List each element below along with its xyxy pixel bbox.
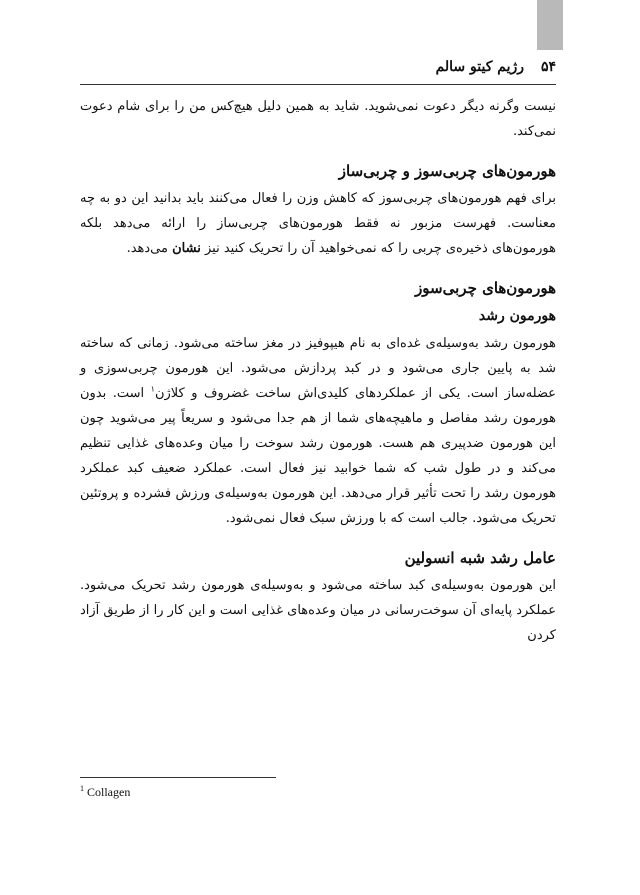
paragraph-igf: این هورمون به‌وسیله‌ی کبد ساخته می‌شود و به‌وسیله‌ی هورمون رشد تحریک می‌شود. عملکرد پایه‌ای آن سوخت‌رسانی در میان وعده‌های غذایی است و این کار را از طریق آزاد کردن — [80, 578, 556, 643]
heading-fat-burning-and-fat-storing-hormones: هورمون‌های چربی‌سوز و چربی‌ساز — [338, 162, 556, 180]
subheading-growth-hormone: هورمون رشد — [478, 308, 556, 324]
growth-hormone-text-a: هورمون رشد به‌وسیله‌ی غده‌ای به نام هیپوفیز در مغز ساخته می‌شود. زمانی که ساخته شد به پایین جاری می‌شود و در کبد پردازش می‌شود. این هورمون چربی‌سوزی و عضله‌ساز است. یکی از عملکردهای کلیدی‌اش ساخت غضروف و کلاژن — [80, 336, 557, 401]
footnote-rule — [80, 777, 276, 778]
intro-paragraph: نیست وگرنه دیگر دعوت نمی‌شوید. شاید به همین دلیل هیچ‌کس من را برای شام دعوت نمی‌کند. — [80, 99, 556, 139]
paragraph-hormones-overview — [80, 186, 556, 261]
overview-bold-word: نشان — [172, 241, 201, 256]
overview-text-a: برای فهم هورمون‌های چربی‌سوز که کاهش وزن را فعال می‌کنند باید بدانید این دو به چه معناست. فهرست مزبور نه فقط هورمون‌های چربی‌ساز را ارائه می‌دهد بلکه هورمون‌های ذخیره‌ی چربی را که نمی‌خواهید آن را تحریک کنید نیز — [80, 191, 556, 256]
footnote-marker: 1 — [80, 784, 84, 793]
running-title: رژیم کیتو سالم — [435, 59, 524, 75]
paragraph-growth-hormone — [80, 331, 556, 531]
growth-hormone-text-b: است. بدون هورمون رشد مفاصل و ماهیچه‌های شما از هم جدا می‌شود و سریعاً پیر می‌شوید چون این هورمون ضدپیری هم هست. هورمون رشد سوخت را میان وعده‌های غذایی تنظیم می‌کند و در طول شب که شما خوابید نیز فعال است. عملکرد ضعیف کبد عملکرد هورمون رشد را تحت تأثیر قرار می‌دهد. این هورمون به‌وسیله‌ی ورزش فشرده و پروتئین تحریک می‌شود. جالب است که با ورزش سبک فعال نمی‌شود. — [80, 386, 556, 526]
footnote-reference[interactable]: ۱ — [150, 384, 155, 394]
page-header — [80, 59, 556, 81]
footnote-text: Collagen — [84, 785, 131, 799]
overview-text-b: می‌دهد. — [126, 241, 173, 256]
heading-insulin-like-growth-factor: عامل رشد شبه انسولین — [404, 549, 556, 567]
page-corner-tab — [537, 0, 563, 50]
footnote — [80, 784, 130, 800]
page-body — [80, 94, 556, 648]
header-rule — [80, 84, 556, 85]
page-number: ۵۴ — [540, 59, 556, 75]
heading-fat-burning-hormones: هورمون‌های چربی‌سوز — [415, 279, 556, 297]
